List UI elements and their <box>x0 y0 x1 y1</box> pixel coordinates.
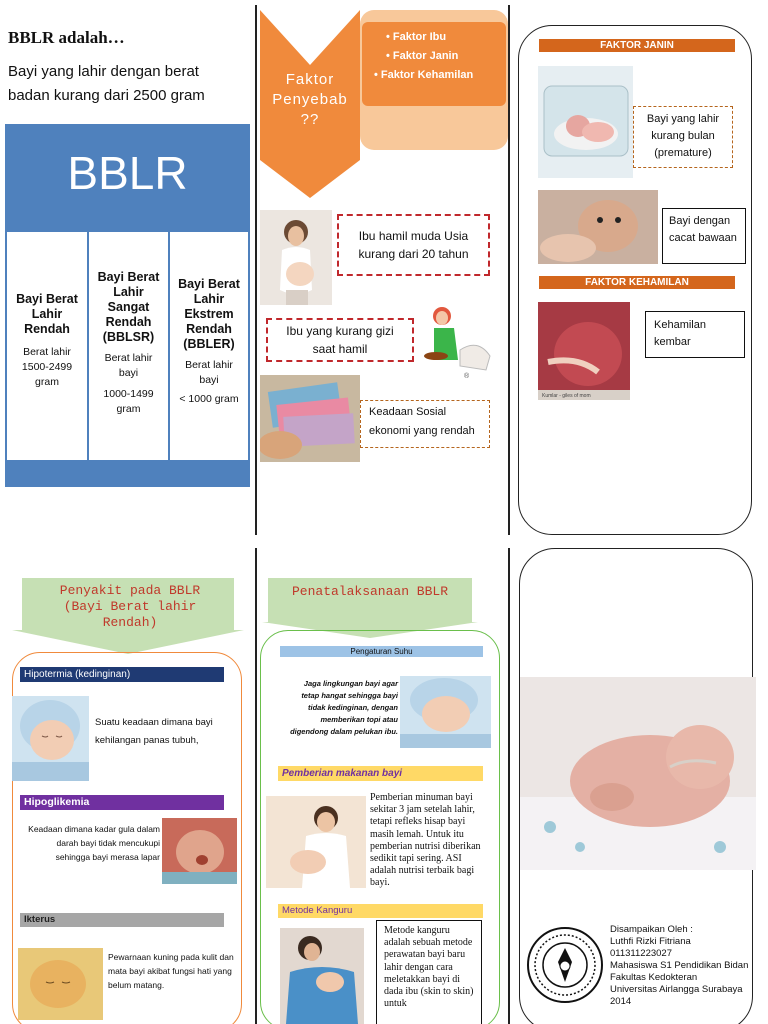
crying-baby-photo <box>162 818 237 884</box>
category-range: 1000-1499 gram <box>103 388 154 415</box>
bblr-chart-title: BBLR <box>67 147 188 199</box>
socioeconomic-box: Keadaan Sosial ekonomi yang rendah <box>360 400 490 448</box>
panel-divider-2 <box>508 5 510 535</box>
presenter-label: Disampaikan Oleh : <box>610 924 693 935</box>
presenter-name: Luthfi Rizki Fitriana <box>610 936 691 947</box>
birth-defect-box: Bayi dengan cacat bawaan <box>662 208 746 264</box>
bblr-category-1 <box>7 232 87 460</box>
bblr-category-2 <box>89 232 168 460</box>
presenter-info <box>610 924 755 1008</box>
hungry-woman-illustration <box>420 300 492 382</box>
diseases-title: Penyakit pada BBLR (Bayi Berat lahir Rendah) <box>59 583 201 630</box>
presenter-year: 2014 <box>610 996 632 1007</box>
hypothermia-bar: Hipotermia (kedinginan) <box>20 667 224 682</box>
svg-text:®: ® <box>464 373 470 380</box>
panel-divider-4 <box>508 548 510 1024</box>
factor-item-janin: • Faktor Janin <box>386 50 459 62</box>
presenter-university: Universitas Airlangga Surabaya <box>610 984 743 995</box>
category-desc: Berat lahir bayi <box>104 352 153 379</box>
factor-item-ibu: • Faktor Ibu <box>386 31 447 43</box>
money-photo <box>260 375 360 462</box>
malnutrition-box: Ibu yang kurang gizi saat hamil <box>266 318 414 362</box>
temperature-bar: Pengaturan Suhu <box>280 646 483 657</box>
pregnant-woman-photo <box>260 210 332 305</box>
bblr-category-3 <box>170 232 248 460</box>
jaundice-text: Pewarnaan kuning pada kulit dan mata bayi akibat fungsi hati yang belum matang. <box>108 952 234 990</box>
sleeping-baby-photo-2 <box>400 676 491 748</box>
fetal-factor-banner: FAKTOR JANIN <box>539 39 735 52</box>
factor-item-kehamilan: • Faktor Kehamilan <box>374 69 474 81</box>
panel-divider-3 <box>255 548 257 1024</box>
arrow-label: Faktor Penyebab ?? <box>272 71 348 128</box>
definition-heading: BBLR adalah… <box>8 28 125 47</box>
twin-pregnancy-box: Kehamilan kembar <box>645 311 745 358</box>
category-name: Bayi Berat Lahir Ekstrem Rendah (BBLER) <box>178 277 240 351</box>
incubator-baby-photo <box>538 66 633 178</box>
management-title: Penatalaksanaan BBLR <box>291 584 449 599</box>
jaundice-bar: Ikterus <box>20 913 224 927</box>
young-mother-box: Ibu hamil muda Usia kurang dari 20 tahun <box>337 214 490 276</box>
university-seal-icon <box>526 926 604 1004</box>
feeding-bar: Pemberian makanan bayi <box>278 766 483 781</box>
kangaroo-text: Metode kanguru adalah sebuah metode perawatan bayi baru lahir dengan cara meletakkan bayi di dada ibu (skin to skin) untuk <box>376 920 482 1024</box>
jaundice-baby-photo <box>18 948 103 1020</box>
presenter-faculty: Fakultas Kedokteran <box>610 972 698 983</box>
hypoglycemia-bar: Hipoglikemia <box>20 795 224 810</box>
temperature-text: Jaga lingkungan bayi agar tetap hangat sehingga bayi tidak kedinginan, dengan memberikan topi atau digendong dalam pelukan ibu. <box>290 679 398 736</box>
feeding-text: Pemberian minuman bayi sekitar 3 jam setelah lahir, tetapi refleks hisap bayi masih lemah. Untuk itu pemberian nutrisi diberikan sedikit tapi sering. ASI adalah nutrisi terbaik bagi bayi. <box>370 792 481 889</box>
premature-baby-photo <box>520 677 756 870</box>
kangaroo-bar: Metode Kanguru <box>278 904 483 918</box>
premature-box: Bayi yang lahir kurang bulan (premature) <box>633 106 733 168</box>
svg-text:Kumlar - giles of mom: Kumlar - giles of mom <box>542 393 591 399</box>
pregnancy-factor-banner: FAKTOR KEHAMILAN <box>539 276 735 289</box>
category-desc: Berat lahir bayi <box>185 359 233 386</box>
presenter-id: 011311223027 <box>610 948 672 959</box>
category-name: Bayi Berat Lahir Sangat Rendah (BBLSR) <box>97 270 160 344</box>
bblr-chart <box>5 124 250 487</box>
presenter-program: Mahasiswa S1 Pendidikan Bidan <box>610 960 749 971</box>
category-range: < 1000 gram <box>179 393 239 405</box>
definition-text: Bayi yang lahir dengan berat badan kurang dari 2500 gram <box>8 63 205 104</box>
kangaroo-care-photo <box>280 928 364 1024</box>
twin-pregnancy-photo <box>538 302 630 400</box>
baby-defect-photo <box>538 190 658 264</box>
panel-divider-1 <box>255 5 257 535</box>
breastfeeding-photo <box>266 796 366 888</box>
factors-box <box>360 10 508 150</box>
category-desc: Berat lahir 1500-2499 gram <box>21 346 73 388</box>
category-name: Bayi Berat Lahir Rendah <box>16 292 78 336</box>
hypothermia-text: Suatu keadaan dimana bayi kehilangan panas tubuh, <box>95 717 213 746</box>
hypoglycemia-text: Keadaan dimana kadar gula dalam darah bayi tidak mencukupi sehingga bayi merasa lapar <box>28 824 160 862</box>
sleeping-baby-photo-1 <box>12 696 89 781</box>
